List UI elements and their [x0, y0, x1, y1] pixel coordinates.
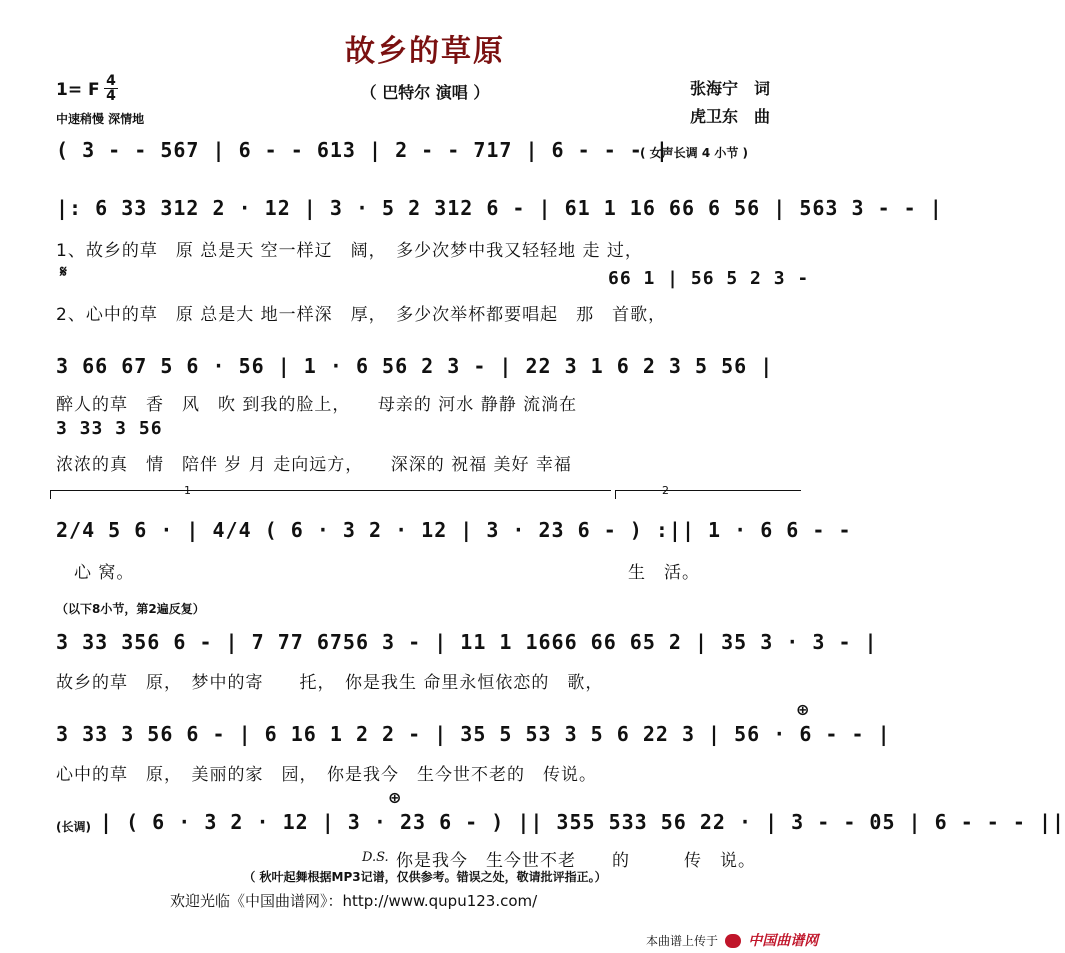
site-logo-text: 中国曲谱网	[748, 933, 819, 949]
upload-label: 本曲谱上传于	[646, 934, 719, 948]
lyric-line: 2、心中的草 原 总是大 地一样深 厚， 多少次举杯都要唱起 那 首歌，	[56, 305, 667, 325]
staff-line: | ( 6 · 3 2 · 12 | 3 · 23 6 - ) || 355 533 56 22 · | 3 - - 05 | 6 - - - ||	[100, 810, 1065, 834]
singer-credit: （ 巴特尔 演唱 ）	[360, 83, 490, 102]
lyric-line: 醉人的草 香 风 吹 到我的脸上， 母亲的 河水 静静 流淌在	[56, 395, 578, 415]
alt-notes: 3 33 3 56	[56, 418, 163, 439]
ds-marking: D.S.	[362, 850, 389, 865]
lyricist-credit: 张海宁 词	[690, 79, 771, 98]
staff-line: 2/4 5 6 · | 4/4 ( 6 · 3 2 · 12 | 3 · 23 6 - ) :|| 1 · 6 6 - -	[56, 518, 852, 542]
alt-notes: 66 1 | 56 5 2 3 -	[608, 268, 810, 289]
page-title: 故乡的草原	[345, 34, 505, 69]
welcome-link-text[interactable]: 欢迎光临《中国曲谱网》：http://www.qupu123.com/	[170, 892, 538, 910]
key-signature: 1= F	[56, 80, 100, 100]
volta-bracket-2	[615, 490, 801, 499]
segno-icon: 𝄋	[60, 262, 67, 281]
staff-line: |: 6 33 312 2 · 12 | 3 · 5 2 312 6 - | 61 1 16 66 6 56 | 563 3 - - |	[56, 196, 943, 220]
volta-number-2: 2	[662, 484, 669, 497]
staff-line: 3 66 67 5 6 · 56 | 1 · 6 56 2 3 - | 22 3 1 6 2 3 5 56 |	[56, 354, 774, 378]
volta-number-1: 1	[184, 484, 191, 497]
tempo-marking: 中速稍慢 深情地	[56, 112, 145, 126]
intro-note: ( 女声长调 4 小节 )	[640, 146, 749, 160]
lyric-line: 故乡的草 原， 梦中的寄 托， 你是我生 命里永恒依恋的 歌，	[56, 673, 604, 693]
repeat-note: （以下8小节，第2遍反复）	[56, 602, 205, 616]
staff-line: 3 33 356 6 - | 7 77 6756 3 - | 11 1 1666 66 65 2 | 35 3 · 3 - |	[56, 630, 878, 654]
lyric-line: 你是我今 生今世不老 的 传 说。	[396, 851, 756, 871]
site-logo-icon	[725, 934, 741, 948]
long-tune-label: (长调)	[56, 820, 91, 834]
staff-line: ( 3 - - 567 | 6 - - 613 | 2 - - 717 | 6 - - - |	[56, 138, 669, 162]
staff-line: 3 33 3 56 6 - | 6 16 1 2 2 - | 35 5 53 3 5 6 22 3 | 56 · 6 - - |	[56, 722, 891, 746]
coda-icon: ⊕	[388, 788, 402, 807]
lyric-line: 生 活。	[628, 563, 700, 583]
lyric-line: 心中的草 原， 美丽的家 园， 你是我今 生今世不老的 传说。	[56, 765, 597, 785]
time-signature	[104, 74, 118, 103]
coda-icon: ⊕	[796, 700, 810, 719]
upload-badge[interactable]	[646, 930, 818, 950]
lyric-line: 浓浓的真 情 陪伴 岁 月 走向远方， 深深的 祝福 美好 幸福	[56, 455, 572, 475]
transcriber-note: （ 秋叶起舞根据MP3记谱，仅供参考。错误之处，敬请批评指正。）	[243, 870, 607, 884]
lyric-line: 心 窝。	[74, 563, 135, 583]
composer-credit: 虎卫东 曲	[690, 107, 771, 126]
volta-bracket-1	[50, 490, 611, 499]
lyric-line: 1、故乡的草 原 总是天 空一样辽 阔， 多少次梦中我又轻轻地 走 过，	[56, 241, 643, 261]
time-denominator: 4	[104, 88, 118, 103]
time-numerator: 4	[106, 73, 116, 89]
